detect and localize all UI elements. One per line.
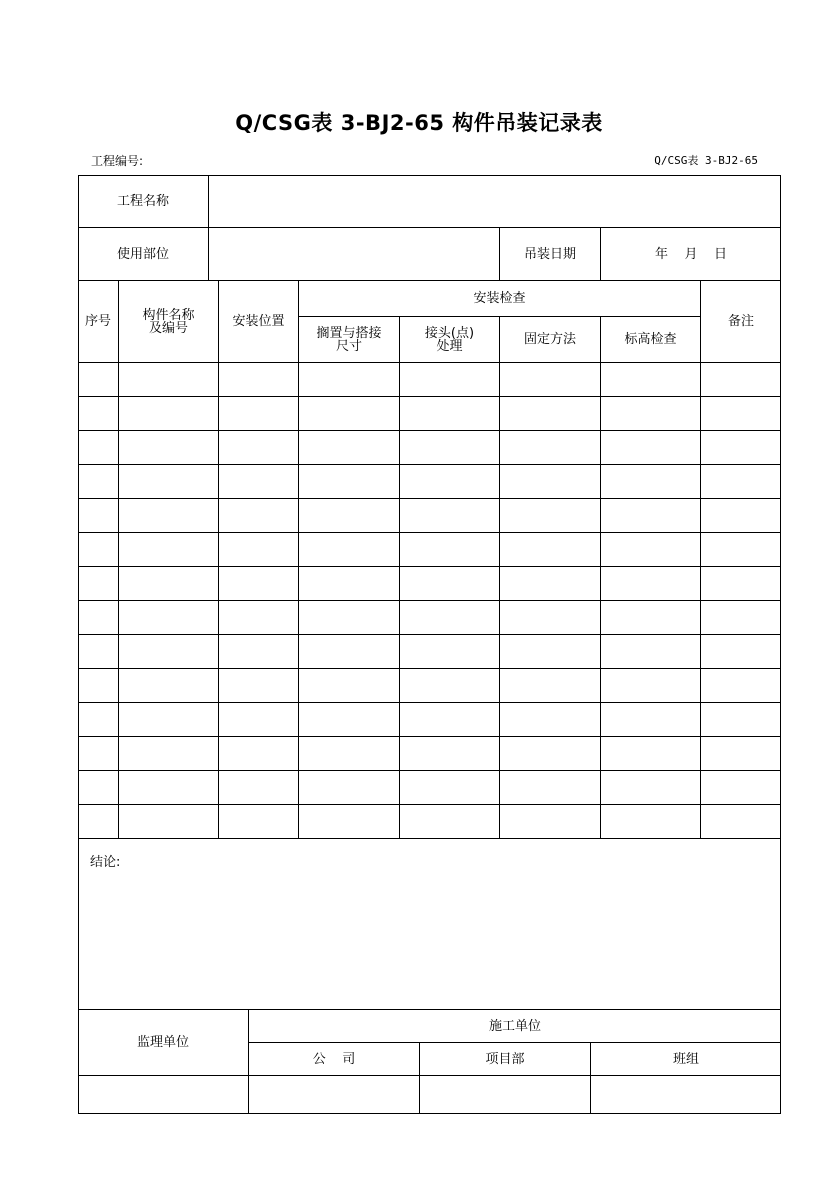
column-header-component-line1: 构件名称 — [142, 307, 195, 323]
table-cell[interactable] — [701, 499, 781, 532]
form-title: Q/CSG表 3-BJ2-65 构件吊装记录表 — [235, 111, 603, 135]
company-label: 公 司 — [312, 1051, 356, 1067]
table-cell[interactable] — [701, 397, 781, 430]
table-cell[interactable] — [601, 397, 700, 430]
conclusion-field[interactable] — [79, 839, 780, 1009]
table-cell[interactable] — [299, 431, 399, 464]
table-cell[interactable] — [78, 431, 118, 464]
table-cell[interactable] — [601, 465, 700, 498]
subheader-elevation-check: 标高检查 — [624, 332, 677, 347]
table-cell[interactable] — [500, 533, 600, 566]
table-cell[interactable] — [119, 363, 218, 396]
table-cell[interactable] — [601, 431, 700, 464]
table-cell[interactable] — [500, 397, 600, 430]
table-cell[interactable] — [701, 363, 781, 396]
table-cell[interactable] — [400, 635, 499, 668]
table-cell[interactable] — [299, 465, 399, 498]
table-cell[interactable] — [601, 533, 700, 566]
table-cell[interactable] — [78, 737, 118, 770]
table-cell[interactable] — [701, 465, 781, 498]
usage-location-label: 使用部位 — [116, 246, 169, 262]
table-cell[interactable] — [299, 363, 399, 396]
table-cell[interactable] — [601, 703, 700, 736]
table-cell[interactable] — [400, 465, 499, 498]
group-header-install-check: 安装检查 — [473, 291, 526, 306]
table-cell[interactable] — [500, 805, 600, 838]
supervision-signature-field[interactable] — [79, 1076, 248, 1113]
table-cell[interactable] — [701, 771, 781, 804]
table-cell[interactable] — [78, 601, 118, 634]
form-code: Q/CSG表 3-BJ2-65 — [654, 154, 758, 167]
table-cell[interactable] — [78, 533, 118, 566]
table-cell[interactable] — [119, 533, 218, 566]
subheader-joint-line2: 处理 — [436, 338, 463, 354]
table-cell[interactable] — [78, 635, 118, 668]
table-cell[interactable] — [601, 363, 700, 396]
table-cell[interactable] — [119, 601, 218, 634]
table-cell[interactable] — [299, 533, 399, 566]
table-cell[interactable] — [500, 567, 600, 600]
column-header-seq: 序号 — [84, 314, 111, 329]
table-cell[interactable] — [701, 533, 781, 566]
table-cell[interactable] — [219, 601, 298, 634]
conclusion-label: 结论: — [90, 855, 121, 870]
hoisting-date-field[interactable]: 年 月 日 — [654, 246, 728, 262]
table-cell[interactable] — [701, 635, 781, 668]
table-cell[interactable] — [299, 397, 399, 430]
table-cell[interactable] — [701, 805, 781, 838]
table-cell[interactable] — [219, 397, 298, 430]
table-cell[interactable] — [299, 567, 399, 600]
table-cell[interactable] — [500, 669, 600, 702]
table-cell[interactable] — [299, 805, 399, 838]
table-cell[interactable] — [219, 363, 298, 396]
table-cell[interactable] — [299, 771, 399, 804]
table-cell[interactable] — [701, 737, 781, 770]
table-cell[interactable] — [500, 635, 600, 668]
table-cell[interactable] — [601, 499, 700, 532]
column-header-install-position: 安装位置 — [232, 314, 285, 329]
construction-unit-label: 施工单位 — [488, 1018, 541, 1034]
table-cell[interactable] — [400, 703, 499, 736]
table-cell[interactable] — [400, 737, 499, 770]
team-signature-field[interactable] — [591, 1076, 780, 1113]
subheader-bearing — [299, 317, 399, 362]
subheader-bearing-line2: 尺寸 — [335, 338, 362, 354]
table-cell[interactable] — [119, 635, 218, 668]
project-department-label: 项目部 — [485, 1051, 525, 1067]
table-cell[interactable] — [400, 771, 499, 804]
project-department-signature-field[interactable] — [420, 1076, 590, 1113]
table-cell[interactable] — [701, 431, 781, 464]
table-cell[interactable] — [78, 805, 118, 838]
table-cell[interactable] — [400, 567, 499, 600]
table-cell[interactable] — [219, 499, 298, 532]
table-cell[interactable] — [701, 601, 781, 634]
table-cell[interactable] — [500, 363, 600, 396]
table-cell[interactable] — [119, 669, 218, 702]
table-cell[interactable] — [299, 601, 399, 634]
usage-location-field[interactable] — [209, 228, 499, 280]
table-cell[interactable] — [78, 465, 118, 498]
supervision-unit-label: 监理单位 — [136, 1035, 189, 1050]
table-cell[interactable] — [119, 499, 218, 532]
table-cell[interactable] — [701, 669, 781, 702]
record-form-table — [78, 175, 781, 1114]
team-label: 班组 — [672, 1051, 699, 1067]
column-header-remarks: 备注 — [727, 314, 754, 329]
table-cell[interactable] — [78, 397, 118, 430]
table-cell[interactable] — [299, 499, 399, 532]
table-cell[interactable] — [601, 567, 700, 600]
subheader-fixing-method: 固定方法 — [523, 332, 576, 347]
table-cell[interactable] — [601, 601, 700, 634]
table-cell[interactable] — [601, 669, 700, 702]
table-cell[interactable] — [78, 703, 118, 736]
table-cell[interactable] — [219, 737, 298, 770]
table-cell[interactable] — [219, 635, 298, 668]
table-cell[interactable] — [119, 397, 218, 430]
table-cell[interactable] — [500, 771, 600, 804]
subheader-bearing-line1: 搁置与搭接 — [316, 325, 382, 341]
column-header-component — [119, 281, 218, 362]
table-cell[interactable] — [500, 431, 600, 464]
hoisting-date-label: 吊装日期 — [523, 246, 576, 262]
table-cell[interactable] — [219, 669, 298, 702]
table-cell[interactable] — [119, 771, 218, 804]
table-cell[interactable] — [500, 499, 600, 532]
table-cell[interactable] — [119, 465, 218, 498]
subheader-joint-line1: 接头(点) — [424, 325, 475, 341]
table-cell[interactable] — [400, 669, 499, 702]
table-cell[interactable] — [500, 737, 600, 770]
table-cell[interactable] — [219, 567, 298, 600]
table-cell[interactable] — [78, 567, 118, 600]
table-cell[interactable] — [119, 805, 218, 838]
table-cell[interactable] — [601, 737, 700, 770]
table-cell[interactable] — [299, 737, 399, 770]
table-cell[interactable] — [78, 499, 118, 532]
table-cell[interactable] — [299, 703, 399, 736]
table-cell[interactable] — [400, 601, 499, 634]
table-cell[interactable] — [219, 431, 298, 464]
project-name-field[interactable] — [209, 175, 781, 227]
table-cell[interactable] — [78, 669, 118, 702]
table-cell[interactable] — [219, 805, 298, 838]
table-cell[interactable] — [500, 601, 600, 634]
table-cell[interactable] — [119, 567, 218, 600]
company-signature-field[interactable] — [249, 1076, 419, 1113]
table-cell[interactable] — [400, 533, 499, 566]
table-cell[interactable] — [601, 805, 700, 838]
table-cell[interactable] — [119, 703, 218, 736]
table-cell[interactable] — [400, 805, 499, 838]
table-cell[interactable] — [400, 431, 499, 464]
table-cell[interactable] — [219, 771, 298, 804]
table-cell[interactable] — [400, 397, 499, 430]
table-cell[interactable] — [299, 669, 399, 702]
table-cell[interactable] — [219, 465, 298, 498]
table-cell[interactable] — [219, 533, 298, 566]
table-cell[interactable] — [500, 703, 600, 736]
column-header-component-line2: 及编号 — [148, 320, 188, 336]
table-cell[interactable] — [500, 465, 600, 498]
table-cell[interactable] — [119, 737, 218, 770]
table-cell[interactable] — [400, 363, 499, 396]
project-number-label: 工程编号: — [91, 154, 144, 168]
table-cell[interactable] — [601, 635, 700, 668]
table-cell[interactable] — [219, 703, 298, 736]
table-cell[interactable] — [701, 567, 781, 600]
table-cell[interactable] — [601, 771, 700, 804]
subheader-joint — [400, 317, 499, 362]
table-cell[interactable] — [78, 363, 118, 396]
table-cell[interactable] — [78, 771, 118, 804]
table-cell[interactable] — [119, 431, 218, 464]
table-cell[interactable] — [400, 499, 499, 532]
table-cell[interactable] — [701, 703, 781, 736]
table-cell[interactable] — [299, 635, 399, 668]
project-name-label: 工程名称 — [116, 193, 169, 209]
